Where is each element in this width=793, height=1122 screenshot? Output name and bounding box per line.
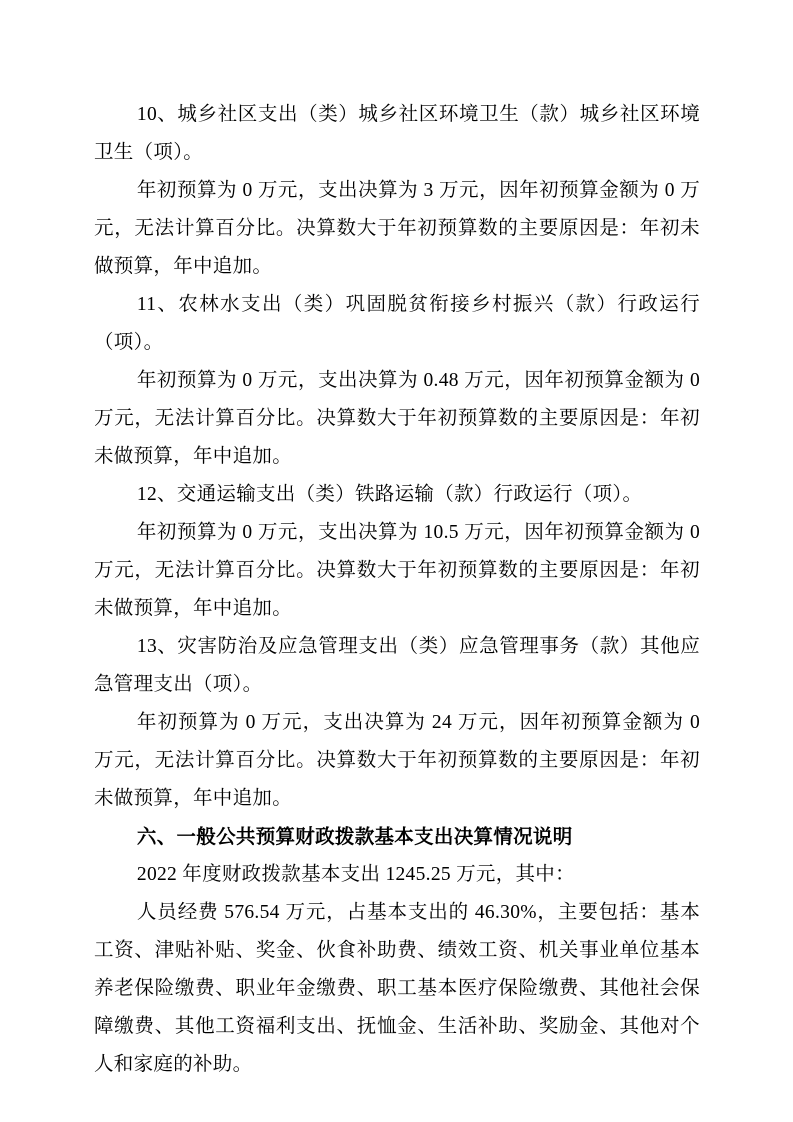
para-personnel-expenses: 人员经费 576.54 万元，占基本支出的 46.30%，主要包括：基本工资、津贴补贴、奖金、伙食补助费、绩效工资、机关事业单位基本养老保险缴费、职业年金缴费、职工基本医疗保险缴费、其他社会保障缴费、其他工资福利支出、抚恤金、生活补助、奖励金、其他对个人和家庭的补助。 (94, 902, 700, 1075)
para-item-12-title: 12、交通运输支出（类）铁路运输（款）行政运行（项）。 (136, 484, 643, 505)
para-item-13-detail: 年初预算为 0 万元，支出决算为 24 万元，因年初预算金额为 0 万元，无法计算百分比。决算数大于年初预算数的主要原因是：年初未做预算，年中追加。 (94, 712, 700, 809)
para-item-10-title: 10、城乡社区支出（类）城乡社区环境卫生（款）城乡社区环境卫生（项）。 (94, 104, 700, 163)
section-heading-basic-expenditure: 六、一般公共预算财政拨款基本支出决算情况说明 (136, 826, 573, 848)
para-item-13-title: 13、灾害防治及应急管理支出（类）应急管理事务（款）其他应急管理支出（项）。 (94, 636, 700, 695)
document-text-block (94, 96, 700, 1084)
para-item-10-detail: 年初预算为 0 万元，支出决算为 3 万元，因年初预算金额为 0 万元，无法计算百分比。决算数大于年初预算数的主要原因是：年初未做预算，年中追加。 (94, 180, 700, 277)
para-item-12-detail: 年初预算为 0 万元，支出决算为 10.5 万元，因年初预算金额为 0 万元，无法计算百分比。决算数大于年初预算数的主要原因是：年初未做预算，年中追加。 (94, 522, 700, 619)
para-item-11-detail: 年初预算为 0 万元，支出决算为 0.48 万元，因年初预算金额为 0 万元，无法计算百分比。决算数大于年初预算数的主要原因是：年初未做预算，年中追加。 (94, 370, 700, 467)
para-item-11-title: 11、农林水支出（类）巩固脱贫衔接乡村振兴（款）行政运行（项）。 (94, 294, 700, 353)
para-basic-expenditure-total: 2022 年度财政拨款基本支出 1245.25 万元，其中： (136, 864, 575, 885)
